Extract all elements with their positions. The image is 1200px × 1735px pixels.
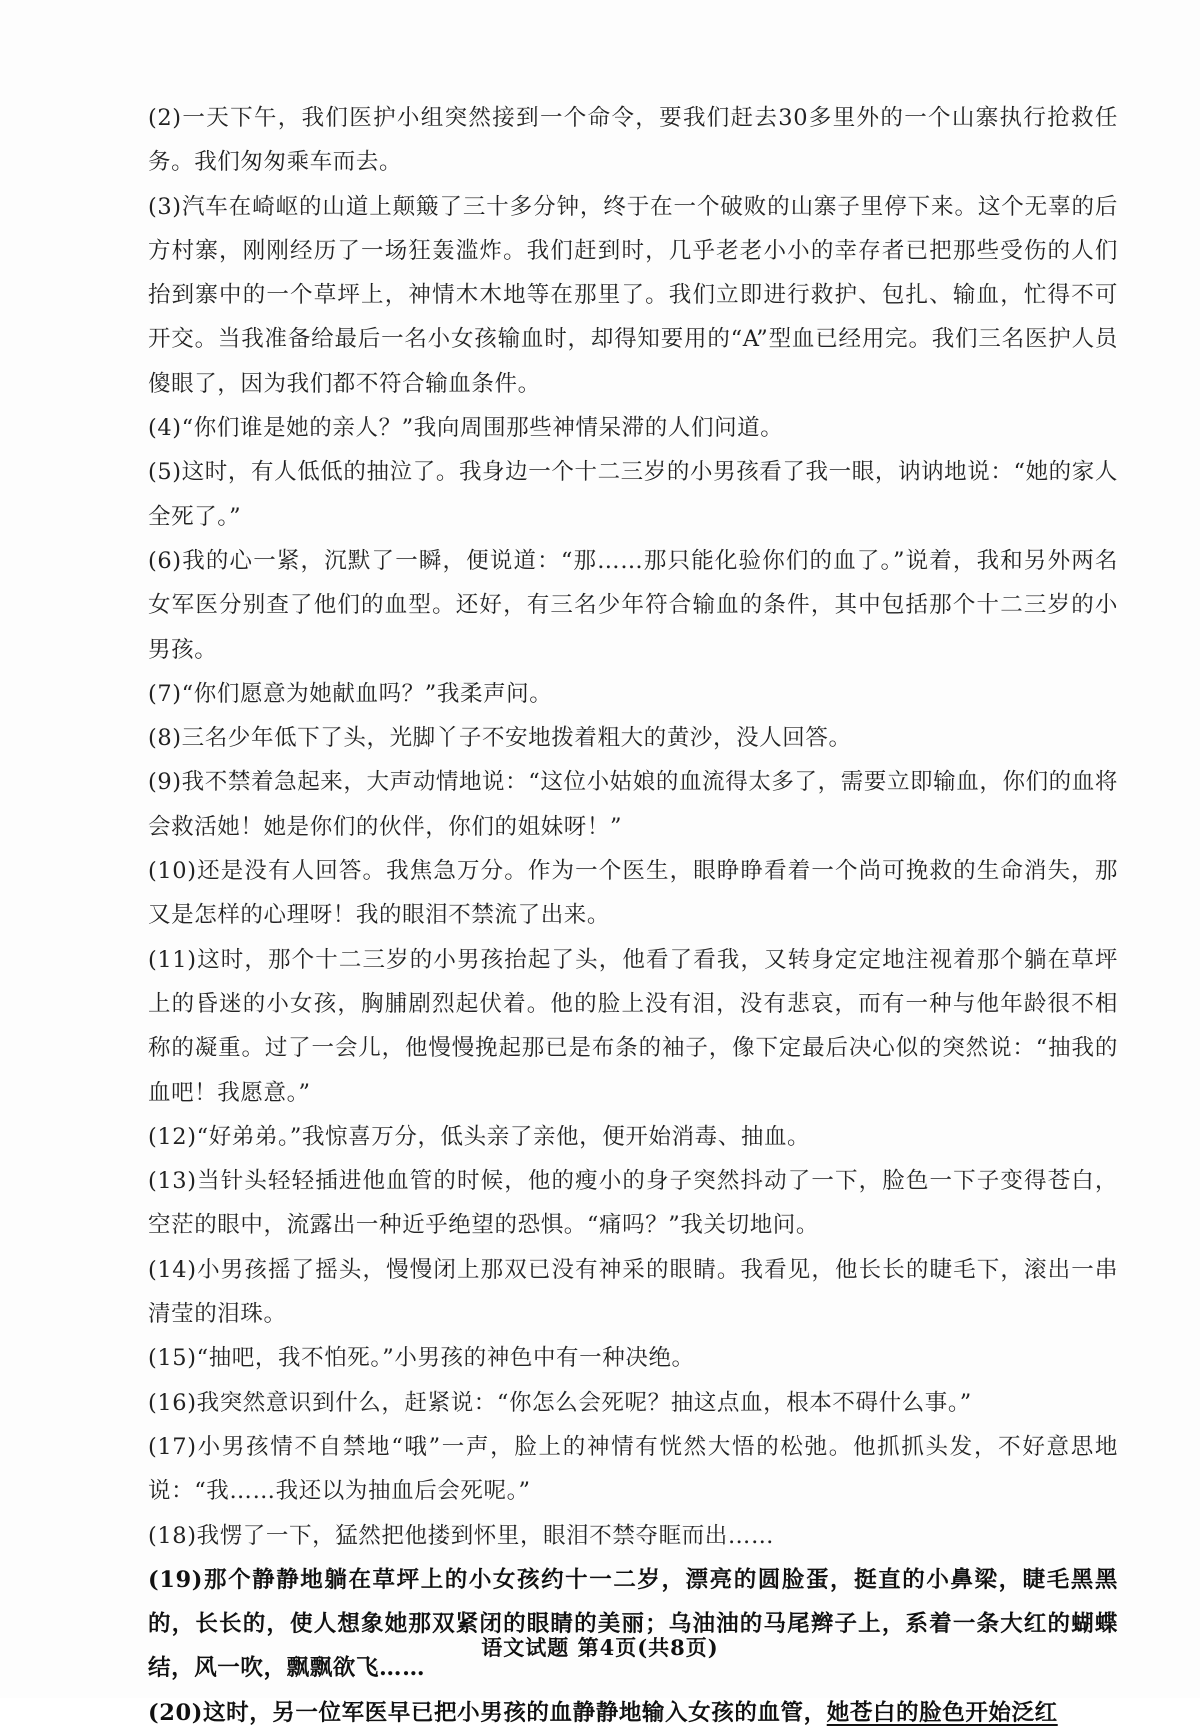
paragraph-14 [148,1248,1118,1337]
paragraph-number: (3) [148,193,182,220]
paragraph-number: (4) [148,415,182,442]
paragraph-text: 我愣了一下，猛然把他搂到怀里，眼泪不禁夺眶而出…… [196,1522,775,1549]
paragraph-8 [148,716,1118,760]
paragraph-number: (12) [148,1123,197,1150]
paragraph-number: (7) [148,680,182,707]
paragraph-text: 一天下午，我们医护小组突然接到一个命令，要我们赶去30多里外的一个山寨执行抢救任务。我们匆匆乘车而去。 [148,105,1118,176]
paragraph-number: (9) [148,769,182,796]
paragraph-4 [148,406,1118,450]
paragraph-number: (5) [148,459,182,486]
passage-body [148,96,1118,1735]
paragraph-number: (16) [148,1389,197,1416]
paragraph-19 [148,1558,1118,1691]
paragraph-text: “好弟弟。”我惊喜万分，低头亲了亲他，便开始消毒、抽血。 [196,1123,811,1150]
paragraph-text: “抽吧，我不怕死。”小男孩的神色中有一种决绝。 [196,1345,695,1372]
paragraph-number: (17) [148,1433,197,1460]
paragraph-20 [148,1691,1118,1735]
paragraph-3 [148,185,1118,406]
paragraph-text: “你们谁是她的亲人？”我向周围那些神情呆滞的人们问道。 [181,415,784,442]
page-footer: 语文试题 第4页(共8页) [481,1635,719,1660]
paragraph-text: 还是没有人回答。我焦急万分。作为一个医生，眼睁睁看着一个尚可挽救的生命消失，那又是怎样的心理呀！我的眼泪不禁流了出来。 [148,858,1118,929]
paragraph-7 [148,672,1118,716]
paragraph-17 [148,1425,1118,1514]
paragraph-15 [148,1336,1118,1380]
paragraph-10 [148,849,1118,938]
paragraph-text: 当针头轻轻插进他血管的时候，他的瘦小的身子突然抖动了一下，脸色一下子变得苍白，空茫的眼中，流露出一种近乎绝望的恐惧。“痛吗？”我关切地问。 [148,1168,1118,1239]
paragraph-text: 汽车在崎岖的山道上颠簸了三十多分钟，终于在一个破败的山寨子里停下来。这个无辜的后方村寨，刚刚经历了一场狂轰滥炸。我们赶到时，几乎老老小小的幸存者已把那些受伤的人们抬到寨中的一个草坪上，神情木木地等在那里了。我们立即进行救护、包扎、输血，忙得不可开交。当我准备给最后一名小女孩输血时，却得知要用的“A”型血已经用完。我们三名医护人员傻眼了，因为我们都不符合输血条件。 [148,193,1118,397]
paragraph-16 [148,1381,1118,1425]
paragraph-text: 我突然意识到什么，赶紧说：“你怎么会死呢？抽这点血，根本不碍什么事。” [196,1389,972,1416]
paragraph-text: 我的心一紧，沉默了一瞬，便说道：“那……那只能化验你们的血了。”说着，我和另外两名女军医分别查了他们的血型。还好，有三名少年符合输血的条件，其中包括那个十二三岁的小男孩。 [148,547,1118,663]
paragraph-text: 那个静静地躺在草坪上的小女孩约十一二岁，漂亮的圆脸蛋，挺直的小鼻梁，睫毛黑黑的，长长的，使人想象她那双紧闭的眼睛的美丽；乌油油的马尾辫子上，系着一条大红的蝴蝶结，风一吹，飘飘欲飞…… [148,1566,1118,1682]
paragraph-number: (20) [148,1699,204,1726]
paragraph-number: (2) [148,105,182,131]
paragraph-number: (13) [148,1168,197,1195]
paragraph-11 [148,938,1118,1115]
paragraph-text: 我不禁着急起来，大声动情地说：“这位小姑娘的血流得太多了，需要立即输血，你们的血将会救活她！她是你们的伙伴，你们的姐妹呀！” [148,769,1118,840]
paragraph-number: (19) [148,1566,204,1593]
paragraph-text: 小男孩情不自禁地“哦”一声，脸上的神情有恍然大悟的松弛。他抓抓头发，不好意思地说：“我……我还以为抽血后会死呢。” [148,1433,1118,1505]
paragraph-number: (14) [148,1256,197,1283]
paragraph-number: (8) [148,725,182,752]
paragraph-text: 三名少年低下了头，光脚丫子不安地拨着粗大的黄沙，没人回答。 [181,725,852,752]
paragraph-2 [148,96,1118,185]
paragraph-number: (18) [148,1522,197,1549]
paragraph-5 [148,450,1118,539]
paragraph-text: 这时，那个十二三岁的小男孩抬起了头，他看了看我，又转身定定地注视着那个躺在草坪上的昏迷的小女孩，胸脯剧烈起伏着。他的脸上没有泪，没有悲哀，而有一种与他年龄很不相称的凝重。过了一会儿，他慢慢挽起那已是布条的袖子，像下定最后决心似的突然说：“抽我的血吧！我愿意。” [148,946,1118,1106]
paragraph-text: 这时，另一位军医早已把小男孩的血静静地输入女孩的血管， [203,1699,827,1726]
paragraph-text: 这时，有人低低的抽泣了。我身边一个十二三岁的小男孩看了我一眼，讷讷地说：“她的家人全死了。” [148,459,1118,530]
paragraph-number: (6) [148,547,182,574]
paragraph-number: (11) [148,946,197,973]
paragraph-9 [148,760,1118,849]
paragraph-6 [148,539,1118,672]
paragraph-12 [148,1115,1118,1159]
underlined-sentence: 她苍白的脸色开始泛红 [826,1699,1058,1726]
paragraph-text: “你们愿意为她献血吗？”我柔声问。 [181,680,553,707]
paragraph-13 [148,1159,1118,1248]
paragraph-18 [148,1514,1118,1558]
paragraph-number: (10) [148,858,197,885]
paragraph-number: (15) [148,1345,197,1372]
paragraph-text: 小男孩摇了摇头，慢慢闭上那双已没有神采的眼睛。我看见，他长长的睫毛下，滚出一串清莹的泪珠。 [148,1256,1118,1328]
